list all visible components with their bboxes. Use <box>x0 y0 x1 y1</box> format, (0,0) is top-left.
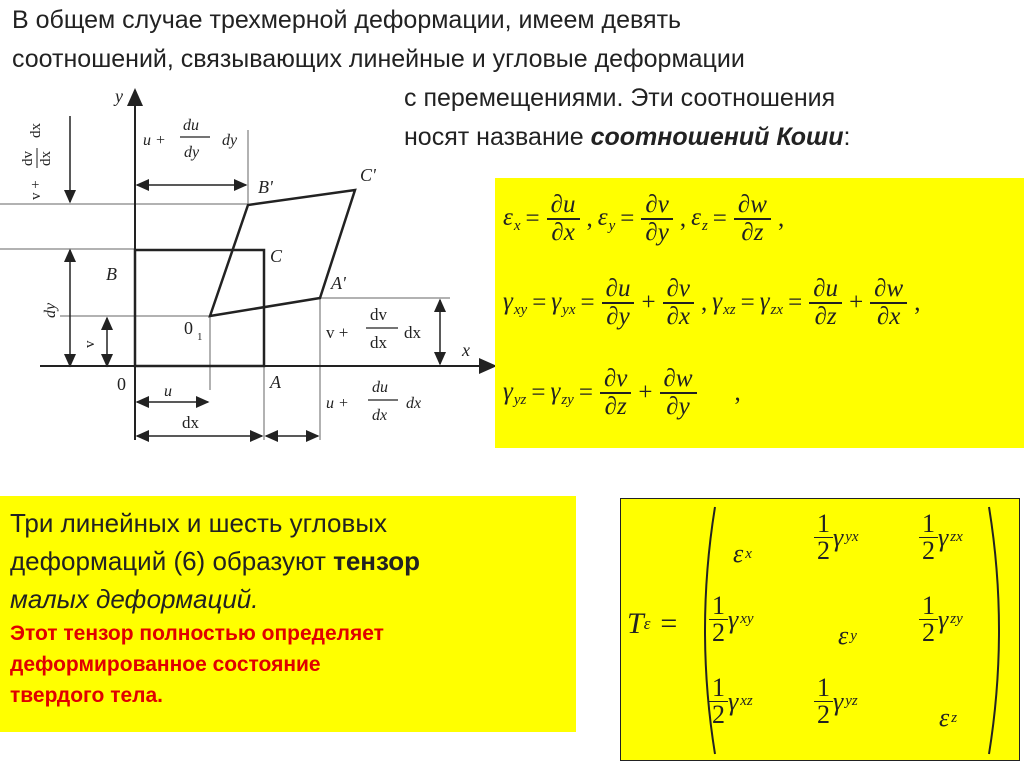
svg-text:u +: u + <box>326 395 349 412</box>
label-dy: dy <box>42 302 59 318</box>
svg-text:v +: v + <box>326 323 349 342</box>
tensor-description <box>10 504 550 711</box>
tensor-r3c1: 1 2 γ xz <box>709 675 753 728</box>
tensor-r1c3: 1 2 γ zx <box>919 511 963 564</box>
label-o1-sub: 1 <box>197 331 203 343</box>
tensor-symbol: T ε = <box>627 607 678 640</box>
tensor-r3c3: ε z <box>939 703 958 732</box>
tensor-r1c1: ε x <box>733 539 752 568</box>
x-axis-label: x <box>462 340 470 360</box>
intro-line-2: соотношений, связывающих линейные и угловые деформации <box>12 45 745 73</box>
intro-line-4-prefix: носят название <box>404 123 591 151</box>
tensor-line-1: Три линейных и шесть угловых <box>10 508 388 538</box>
label-b-prime: B' <box>258 177 273 197</box>
label-a-prime: A' <box>331 273 346 293</box>
right-expression <box>326 305 422 352</box>
svg-text:dx: dx <box>370 333 387 352</box>
eps-y: $\varepsilon_y$ <box>597 203 616 234</box>
label-c: C <box>270 246 283 266</box>
tensor-red-line-2: деформированное состояние <box>10 653 321 676</box>
bottom-right-expression <box>326 379 421 424</box>
tensor-r2c2: ε y <box>838 621 857 650</box>
svg-text:v +: v + <box>28 180 44 200</box>
svg-text:du: du <box>372 379 388 396</box>
svg-text:dy: dy <box>222 132 238 149</box>
intro-line-3: с перемещениями. Эти соотношения <box>404 84 836 112</box>
left-expression <box>20 123 54 201</box>
svg-text:dv: dv <box>20 151 36 166</box>
tensor-red-line-1: Этот тензор полностью определяет <box>10 622 384 645</box>
svg-text:dx: dx <box>28 123 44 138</box>
intro-line-4-suffix: : <box>843 123 851 151</box>
tensor-red-line-3: твердого тела. <box>10 684 164 707</box>
label-origin: 0 <box>117 374 126 394</box>
cauchy-formulas-panel <box>495 178 1024 448</box>
svg-text:dx: dx <box>372 407 388 424</box>
svg-text:dv: dv <box>370 305 387 324</box>
tensor-description-panel <box>0 496 576 732</box>
label-dx: dx <box>182 413 199 432</box>
formula-row-linear: $\varepsilon_x$ = $\frac{\partial u}{\partial x}$ , $\varepsilon_y$ = $\frac{\partial v}{\partial y}$ , $\varepsilon_z$ = $\frac{\partial w}{\partial z}$ , <box>503 191 785 247</box>
top-expression <box>143 117 238 161</box>
tensor-r3c2: 1 2 γ yz <box>814 675 858 728</box>
eps-x: $\varepsilon_x$ <box>503 203 521 234</box>
tensor-term: тензор <box>333 546 421 576</box>
svg-text:du: du <box>183 117 199 134</box>
label-b: B <box>106 264 117 284</box>
tensor-r1c2: 1 2 γ yx <box>814 511 859 564</box>
cauchy-relations-term: соотношений Коши <box>590 123 844 151</box>
svg-text:dy: dy <box>184 144 200 161</box>
svg-text:dx: dx <box>38 151 54 166</box>
tensor-line-3: малых деформаций. <box>10 584 259 614</box>
svg-text:dx: dx <box>404 323 421 342</box>
label-a: A <box>270 372 281 392</box>
label-c-prime: C' <box>360 165 376 185</box>
y-axis-label: y <box>115 86 123 106</box>
strain-tensor-panel <box>620 498 1020 761</box>
formula-row-shear-2: $\gamma_{yz}$ = $\gamma_{zy}$ = $\frac{\partial v}{\partial z}$ + $\frac{\partial w}{\partial y}$ , <box>503 365 741 421</box>
label-u: u <box>164 383 172 400</box>
tensor-r2c3: 1 2 γ zy <box>919 593 963 646</box>
tensor-line-2: деформаций (6) образуют тензор <box>10 546 421 576</box>
formula-row-shear-1: $\gamma_{xy}$ = $\gamma_{yx}$ = $\frac{\partial u}{\partial y}$ + $\frac{\partial v}{\partial x}$ , $\gamma_{xz}$ = $\gamma_{zx}$ = $\frac{\partial u}{\partial z}$ + $\frac{\partial w}{\partial x}$ , <box>503 275 921 331</box>
eps-z: $\varepsilon_z$ <box>691 203 708 234</box>
svg-text:dx: dx <box>406 395 422 412</box>
intro-line-1: В общем случае трехмерной деформации, имеем девять <box>12 6 682 34</box>
deformed-element <box>210 190 355 316</box>
svg-text:u +: u + <box>143 132 166 149</box>
label-o1: 0 <box>184 318 193 338</box>
tensor-r2c1: 1 2 γ xy <box>709 593 754 646</box>
matrix-right-bracket <box>983 503 1013 758</box>
deformation-diagram <box>0 80 500 460</box>
original-element <box>135 250 264 366</box>
label-v: v <box>82 340 98 348</box>
